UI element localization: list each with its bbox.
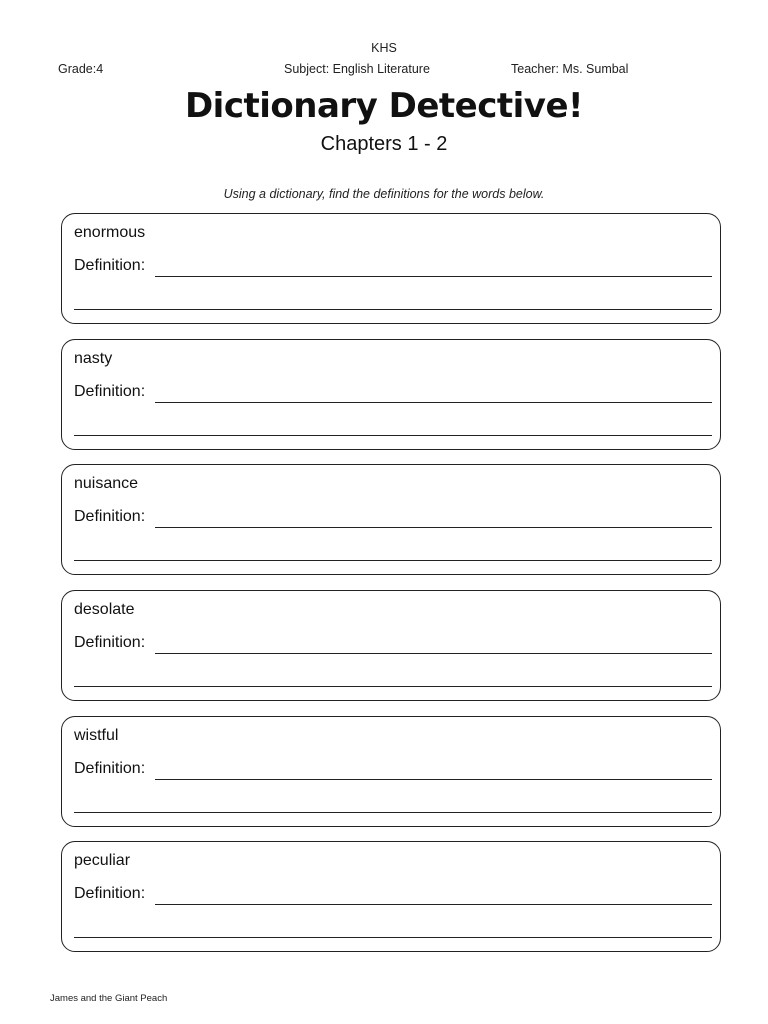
word-card: [61, 213, 721, 324]
word-card: [61, 464, 721, 575]
definition-line[interactable]: [155, 653, 712, 654]
grade-label: Grade:4: [58, 62, 104, 76]
definition-label: Definition:: [74, 383, 146, 400]
worksheet-subtitle: Chapters 1 - 2: [320, 133, 448, 155]
definition-line[interactable]: [74, 937, 712, 938]
vocabulary-word: nuisance: [74, 475, 139, 492]
definition-line[interactable]: [74, 560, 712, 561]
vocabulary-word: wistful: [74, 727, 119, 744]
vocabulary-word: peculiar: [74, 852, 131, 869]
subject-label: Subject: English Literature: [284, 62, 430, 76]
definition-label: Definition:: [74, 760, 146, 777]
definition-line[interactable]: [155, 904, 712, 905]
definition-label: Definition:: [74, 885, 146, 902]
instructions: Using a dictionary, find the definitions for the words below.: [223, 187, 545, 201]
word-card: [61, 339, 721, 450]
definition-line[interactable]: [74, 686, 712, 687]
definition-line[interactable]: [74, 309, 712, 310]
definition-line[interactable]: [155, 276, 712, 277]
definition-label: Definition:: [74, 508, 146, 525]
definition-line[interactable]: [155, 402, 712, 403]
vocabulary-word: desolate: [74, 601, 135, 618]
word-card: [61, 841, 721, 952]
definition-line[interactable]: [155, 527, 712, 528]
definition-label: Definition:: [74, 634, 146, 651]
vocabulary-word: nasty: [74, 350, 113, 367]
definition-line[interactable]: [74, 812, 712, 813]
vocabulary-word: enormous: [74, 224, 146, 241]
definition-line[interactable]: [155, 779, 712, 780]
definition-line[interactable]: [74, 435, 712, 436]
footer-book-title: James and the Giant Peach: [50, 993, 168, 1004]
word-card: [61, 716, 721, 827]
teacher-label: Teacher: Ms. Sumbal: [511, 62, 629, 76]
worksheet-title: Dictionary Detective!: [184, 86, 584, 126]
school-name: KHS: [371, 41, 397, 55]
definition-label: Definition:: [74, 257, 146, 274]
word-card: [61, 590, 721, 701]
